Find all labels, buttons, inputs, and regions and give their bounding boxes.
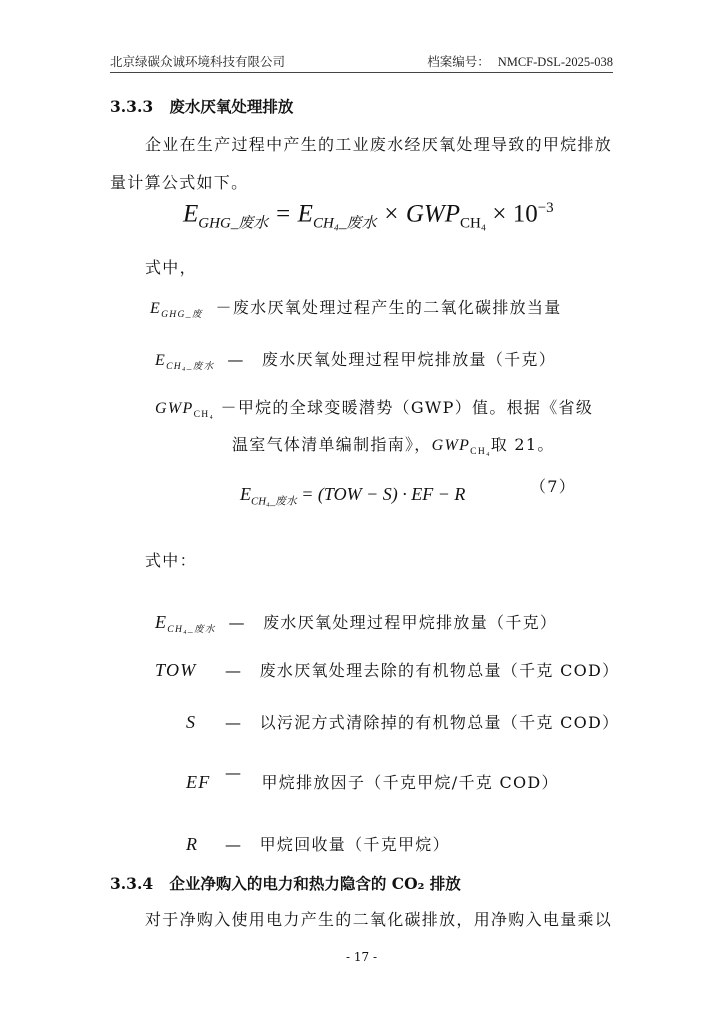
variable-item: R — 甲烷回收量（千克甲烷） (186, 834, 450, 854)
archive-label: 档案编号： (427, 54, 490, 69)
variable-item: $E_{CH_4\_废水}$ — 废水厌氧处理过程甲烷排放量（千克） (155, 612, 558, 636)
where-label: 式中： (145, 551, 197, 570)
header-rule (110, 72, 613, 73)
archive-number: NMCF-DSL-2025-038 (497, 55, 613, 69)
section-heading-3-3-3: 3.3.3 废水厌氧处理排放 (110, 97, 294, 116)
section-heading-3-3-4: 3.3.4 企业净购入的电力和热力隐含的 CO₂ 排放 (110, 874, 461, 893)
header-company: 北京绿碳众诚环境科技有限公司 (110, 54, 286, 69)
formula-ghg: $E_{GHG\_废水} = E_{CH_4\_废水} \times GWP_{CH_4} \times 10^{-3}$ (183, 200, 554, 232)
definition-e-ch4: $E_{CH_4\_废水}$ — 废水厌氧处理过程甲烷排放量（千克） (155, 350, 557, 373)
page-number: - 17 - (345, 950, 377, 964)
definition-gwp: $GWP_{CH_4}$ －甲烷的全球变暖潜势（GWP）值。根据《省级 (155, 398, 594, 421)
variable-item: TOW — 废水厌氧处理去除的有机物总量（千克 COD） (155, 660, 620, 680)
definition-gwp-cont: 温室气体清单编制指南》，$GWP_{CH_4}$取 21。 (232, 435, 555, 458)
variable-item: EF — 甲烷排放因子（千克甲烷/千克 COD） (186, 763, 559, 792)
header-archive (427, 52, 613, 70)
paragraph: 量计算公式如下。 (110, 173, 249, 192)
where-label: 式中， (145, 258, 197, 277)
formula-7: $E_{CH_4\_废水} = (TOW - S)$ · EF − R (240, 484, 466, 508)
paragraph: 对于净购入使用电力产生的二氧化碳排放，用净购入电量乘以 (145, 910, 613, 929)
variable-item: S — 以污泥方式清除掉的有机物总量（千克 COD） (186, 712, 620, 732)
definition-e-ghg: $E_{GHG\_废}$ －废水厌氧处理过程产生的二氧化碳排放当量 (150, 298, 562, 321)
equation-number: （7） (530, 477, 577, 496)
paragraph: 企业在生产过程中产生的工业废水经厌氧处理导致的甲烷排放 (145, 135, 613, 154)
